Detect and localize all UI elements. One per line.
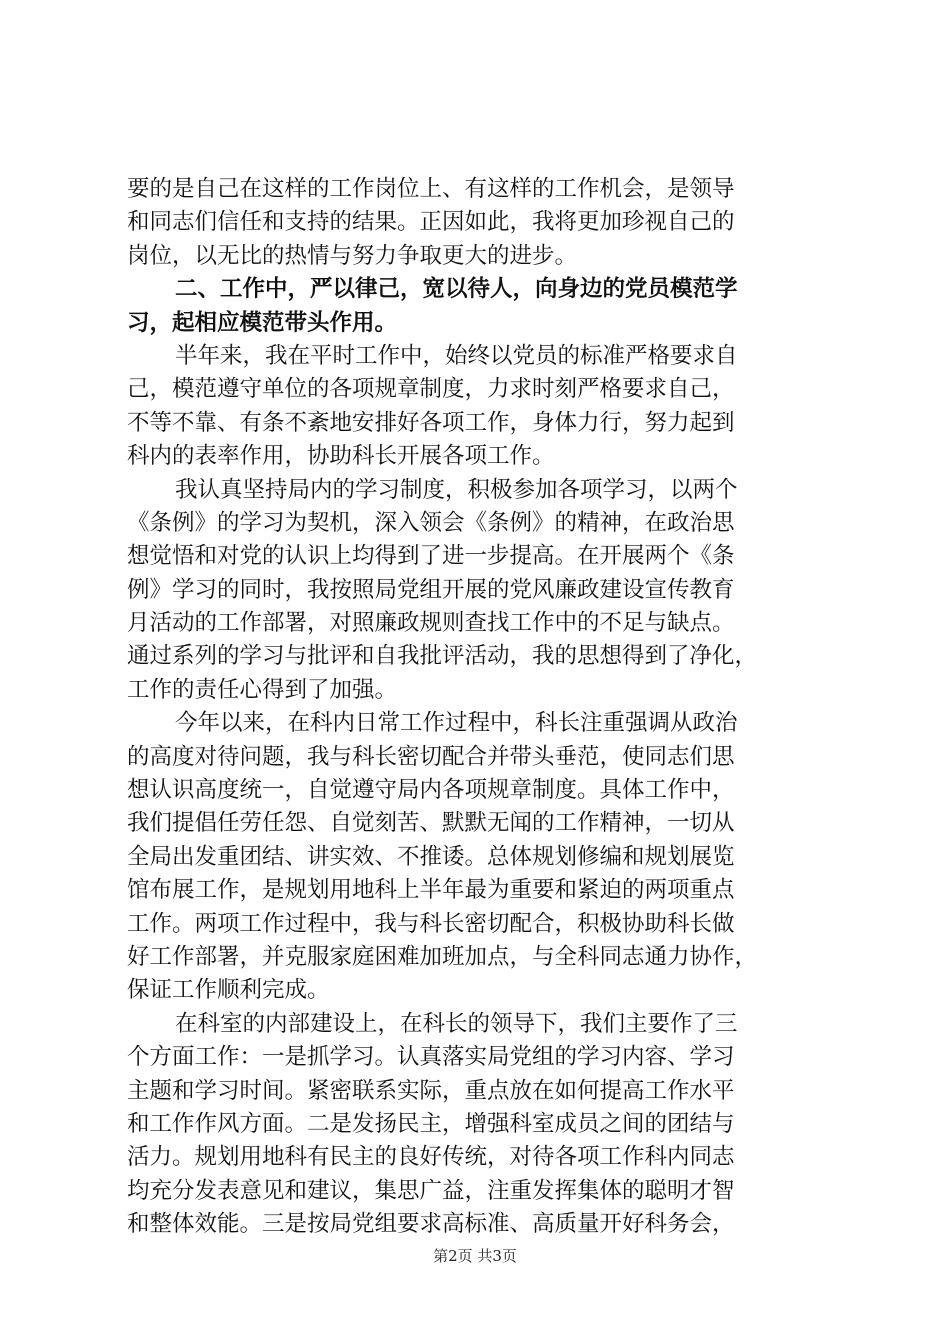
- paragraph-line: 和工作作风方面。二是发扬民主，增强科室成员之间的团结与: [127, 1110, 735, 1137]
- paragraph-line: 岗位，以无比的热情与努力争取更大的进步。: [127, 242, 578, 269]
- paragraph-line: 活力。规划用地科有民主的良好传统，对待各项工作科内同志: [127, 1144, 735, 1171]
- paragraph-line: 通过系列的学习与批评和自我批评活动，我的思想得到了净化，: [127, 643, 758, 670]
- paragraph-line: 工作。两项工作过程中，我与科长密切配合，积极协助科长做: [127, 910, 735, 937]
- section-heading-line: 习，起相应模范带头作用。: [127, 309, 398, 336]
- paragraph-line: 主题和学习时间。紧密联系实际，重点放在如何提高工作水平: [127, 1077, 735, 1104]
- paragraph-line: 半年来，我在平时工作中，始终以党员的标准严格要求自: [175, 342, 738, 369]
- paragraph-line: 和同志们信任和支持的结果。正因如此，我将更加珍视自己的: [127, 209, 735, 236]
- paragraph-line: 想觉悟和对党的认识上均得到了进一步提高。在开展两个《条: [127, 543, 735, 570]
- paragraph-line: 保证工作顺利完成。: [127, 977, 330, 1004]
- paragraph-line: 个方面工作：一是抓学习。认真落实局党组的学习内容、学习: [127, 1044, 735, 1071]
- paragraph-line: 己，模范遵守单位的各项规章制度，力求时刻严格要求自己，: [127, 376, 735, 403]
- paragraph-line: 我们提倡任劳任怨、自觉刻苦、默默无闻的工作精神，一切从: [127, 810, 735, 837]
- paragraph-line: 今年以来，在科内日常工作过程中，科长注重强调从政治: [175, 710, 738, 737]
- section-heading-line: 二、工作中，严以律己，宽以待人，向身边的党员模范学: [175, 276, 738, 303]
- paragraph-line: 要的是自己在这样的工作岗位上、有这样的工作机会，是领导: [127, 176, 735, 202]
- paragraph-line: 不等不靠、有条不紊地安排好各项工作，身体力行，努力起到: [127, 409, 735, 436]
- paragraph-line: 均充分发表意见和建议，集思广益，注重发挥集体的聪明才智: [127, 1177, 735, 1204]
- paragraph-line: 想认识高度统一，自觉遵守局内各项规章制度。具体工作中，: [127, 777, 735, 804]
- paragraph-line: 在科室的内部建设上，在科长的领导下，我们主要作了三: [175, 1010, 738, 1037]
- document-body: [127, 173, 832, 1242]
- paragraph-line: 科内的表率作用，协助科长开展各项工作。: [127, 443, 555, 470]
- paragraph-line: 全局出发重团结、讲实效、不推诿。总体规划修编和规划展览: [127, 843, 735, 870]
- paragraph-line: 我认真坚持局内的学习制度，积极参加各项学习，以两个: [175, 476, 738, 503]
- paragraph-line: 例》学习的同时，我按照局党组开展的党风廉政建设宣传教育: [127, 576, 735, 603]
- paragraph-line: 馆布展工作，是规划用地科上半年最为重要和紧迫的两项重点: [127, 877, 735, 904]
- paragraph-line: 好工作部署，并克服家庭困难加班加点，与全科同志通力协作，: [127, 943, 758, 970]
- paragraph-line: 的高度对待问题，我与科长密切配合并带头垂范，使同志们思: [127, 743, 735, 770]
- page-footer: 第2页 共3页: [433, 1247, 517, 1265]
- paragraph-line: 《条例》的学习为契机，深入领会《条例》的精神，在政治思: [127, 509, 735, 536]
- paragraph-line: 工作的责任心得到了加强。: [127, 676, 398, 703]
- paragraph-line: 和整体效能。三是按局党组要求高标准、高质量开好科务会，: [127, 1211, 735, 1238]
- paragraph-line: 月活动的工作部署，对照廉政规则查找工作中的不足与缺点。: [127, 610, 735, 637]
